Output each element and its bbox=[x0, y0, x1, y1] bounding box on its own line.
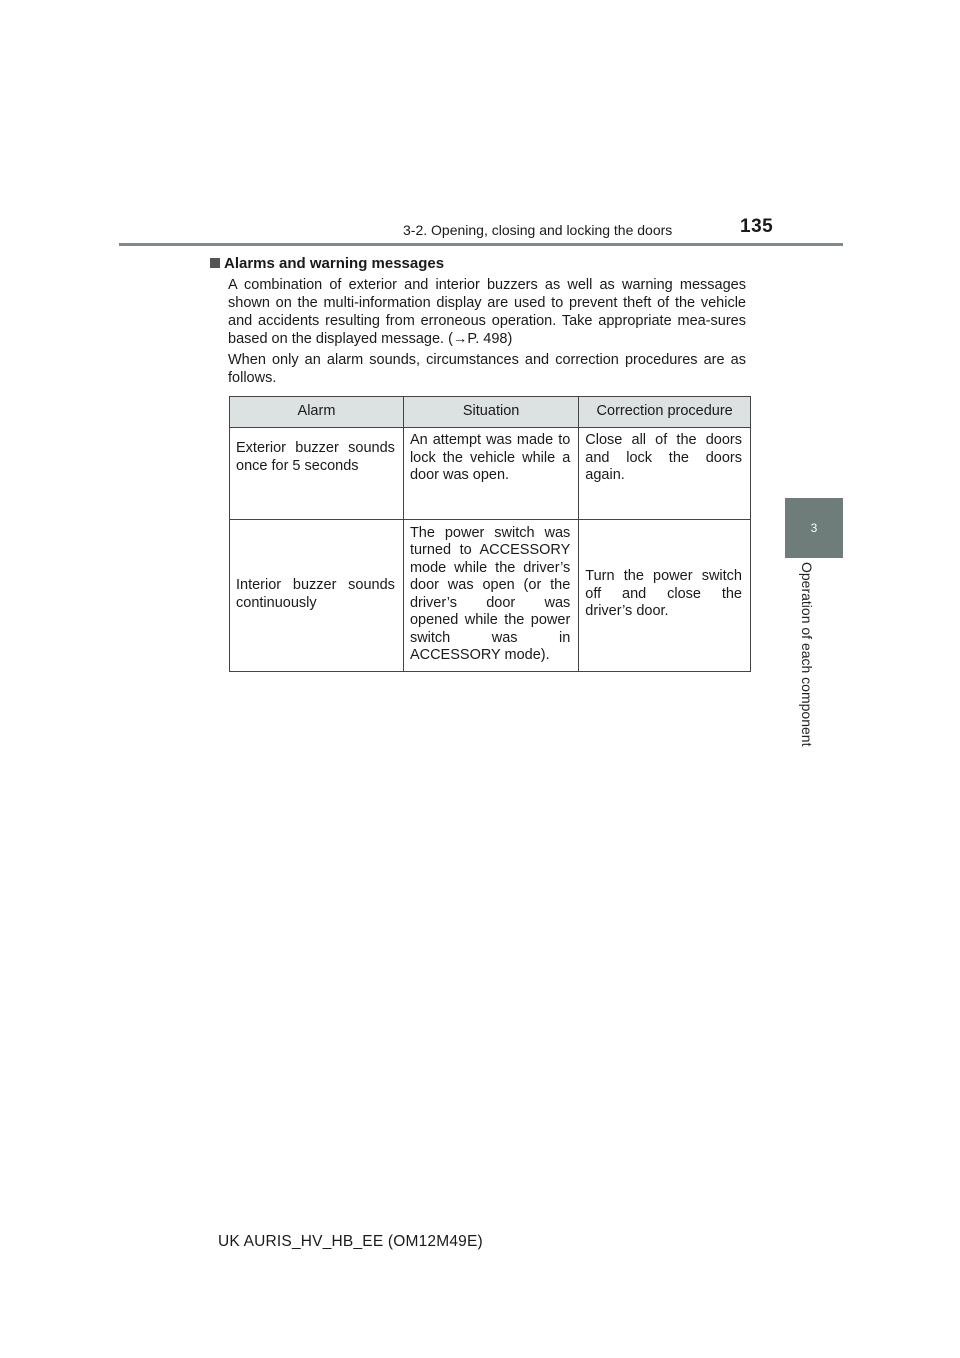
situation-cell: The power switch was turned to ACCESSORY mode while the driver’s door was open (or the driver’s door was opened while the power switch was in ACCESSORY mode). bbox=[403, 520, 578, 672]
intro-paragraph: A combination of exterior and interior buzzers as well as warning messages shown on the multi-information display are used to prevent theft of the vehicle and accidents resulting from erroneous operation. Take appropriate mea-sures based on the displayed message. (→P. 498) bbox=[228, 277, 746, 347]
model-code: UK AURIS_HV_HB_EE (OM12M49E) bbox=[218, 1233, 483, 1250]
column-header-correction: Correction procedure bbox=[579, 397, 751, 428]
table-row bbox=[230, 520, 751, 672]
square-bullet-icon bbox=[210, 258, 220, 268]
correction-cell: Close all of the doors and lock the doors again. bbox=[579, 428, 751, 520]
section-heading-text: Alarms and warning messages bbox=[224, 255, 445, 272]
followup-paragraph: When only an alarm sounds, circumstances and correction procedures are as follows. bbox=[228, 352, 746, 386]
header-divider bbox=[119, 243, 843, 246]
page-number: 135 bbox=[740, 216, 774, 237]
alarm-cell: Exterior buzzer sounds once for 5 seconds bbox=[230, 428, 404, 520]
chapter-tab: 3 bbox=[785, 498, 843, 558]
situation-cell: An attempt was made to lock the vehicle while a door was open. bbox=[403, 428, 578, 520]
alarm-table bbox=[229, 396, 751, 672]
column-header-situation: Situation bbox=[403, 397, 578, 428]
table-header-row bbox=[230, 397, 751, 428]
alarm-cell: Interior buzzer sounds continuously bbox=[230, 520, 404, 672]
section-title: 3-2. Opening, closing and locking the doors bbox=[403, 222, 673, 238]
chapter-label: Operation of each component bbox=[799, 562, 815, 747]
column-header-alarm: Alarm bbox=[230, 397, 404, 428]
table-row bbox=[230, 428, 751, 520]
section-heading bbox=[210, 255, 444, 272]
correction-cell: Turn the power switch off and close the driver’s door. bbox=[579, 520, 751, 672]
